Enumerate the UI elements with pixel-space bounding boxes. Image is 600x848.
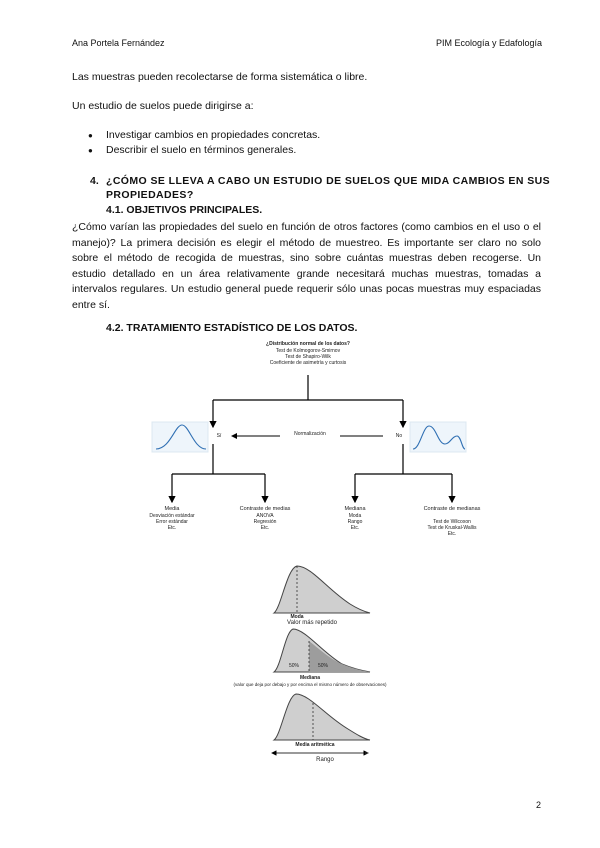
- mediana-subtitle: (valor que deja por debajo y por encima el mismo número de observaciones): [233, 682, 387, 687]
- yes-label: Sí: [216, 433, 222, 439]
- subsection-4-1-title: 4.1. OBJETIVOS PRINCIPALES.: [106, 204, 263, 216]
- contraste-medias-line: ANOVA: [256, 513, 274, 519]
- diagram-question-line: Coeficiente de asimetría y curtosis: [269, 360, 347, 366]
- mediana-title: Mediana: [299, 675, 320, 681]
- moda-subtitle: Valor más repetido: [287, 620, 337, 626]
- contraste-medianas-line: Etc.: [447, 531, 457, 537]
- intro-line-2: Un estudio de suelos puede dirigirse a:: [72, 100, 254, 112]
- section-4-number: 4.: [90, 175, 99, 187]
- media-curve: [274, 694, 370, 740]
- pct-left: 50%: [288, 663, 299, 669]
- media-title: Media aritmética: [295, 742, 335, 748]
- pct-right: 50%: [317, 663, 328, 669]
- diagram-question-line: Test de Shapiro-Wilk: [285, 354, 331, 360]
- header-course: PIM Ecología y Edafología: [435, 38, 542, 48]
- diagram-question: ¿Distribución normal de los datos?: [266, 341, 350, 347]
- normalization-label: Normalización: [280, 431, 340, 437]
- media-box-line: Etc.: [167, 525, 177, 531]
- diagram-question-line: Test de Kolmogorov-Smirnov: [275, 348, 341, 354]
- contraste-medias-line: Etc.: [260, 525, 270, 531]
- rango-label: Rango: [316, 757, 334, 763]
- page-number: 2: [536, 800, 542, 810]
- subsection-4-1-text: ¿Cómo varían las propiedades del suelo en función de otros factores (como cambios en el uso o el manejo)? La primera decisión es elegir el método de muestreo. Es importante ser claro no solo sobre el método de recogida de muestras, sino sobre cuántas muestras deben recogerse. Un estudio detallado en un área relativamente grande necesitará muchas muestras, tomadas a intervalos regulares. Un estudio general puede requerir sólo unas pocas muestras muy espaciadas entre sí.: [72, 221, 541, 311]
- contraste-medias-title: Contraste de medias: [239, 506, 291, 512]
- mediana-box-title: Mediana: [344, 506, 366, 512]
- bullet-item: ● Investigar cambios en propiedades concretas.: [88, 128, 320, 143]
- intro-line-1: Las muestras pueden recolectarse de forma sistemática o libre.: [72, 71, 368, 83]
- media-box-line: Error estándar: [156, 519, 188, 525]
- media-box-line: Desviación estándar: [149, 513, 195, 519]
- contraste-medias-line: Regresión: [253, 519, 277, 525]
- mediana-box-line: Moda: [348, 513, 362, 519]
- mediana-box-line: Rango: [347, 519, 363, 525]
- moda-title: Moda: [290, 614, 304, 620]
- section-4-title: ¿CÓMO SE LLEVA A CABO UN ESTUDIO DE SUELOS QUE MIDA CAMBIOS EN SUS PROPIEDADES?: [106, 175, 550, 201]
- mediana-box-line: Etc.: [350, 525, 360, 531]
- contraste-medianas-line: Test de Wilcoxon: [433, 519, 471, 525]
- contraste-medianas-line: Test de Kruskal-Wallis: [427, 525, 477, 531]
- no-label: No: [395, 433, 403, 439]
- contraste-medianas-title: Contraste de medianas: [423, 506, 481, 512]
- normal-curve-box: [152, 422, 208, 452]
- media-box-title: Media: [164, 506, 180, 512]
- header-author: Ana Portela Fernández: [72, 38, 165, 48]
- subsection-4-2-title: 4.2. TRATAMIENTO ESTADÍSTICO DE LOS DATOS.: [106, 322, 358, 334]
- moda-curve: [274, 566, 370, 613]
- bullet-item: ● Describir el suelo en términos generales.: [88, 143, 320, 158]
